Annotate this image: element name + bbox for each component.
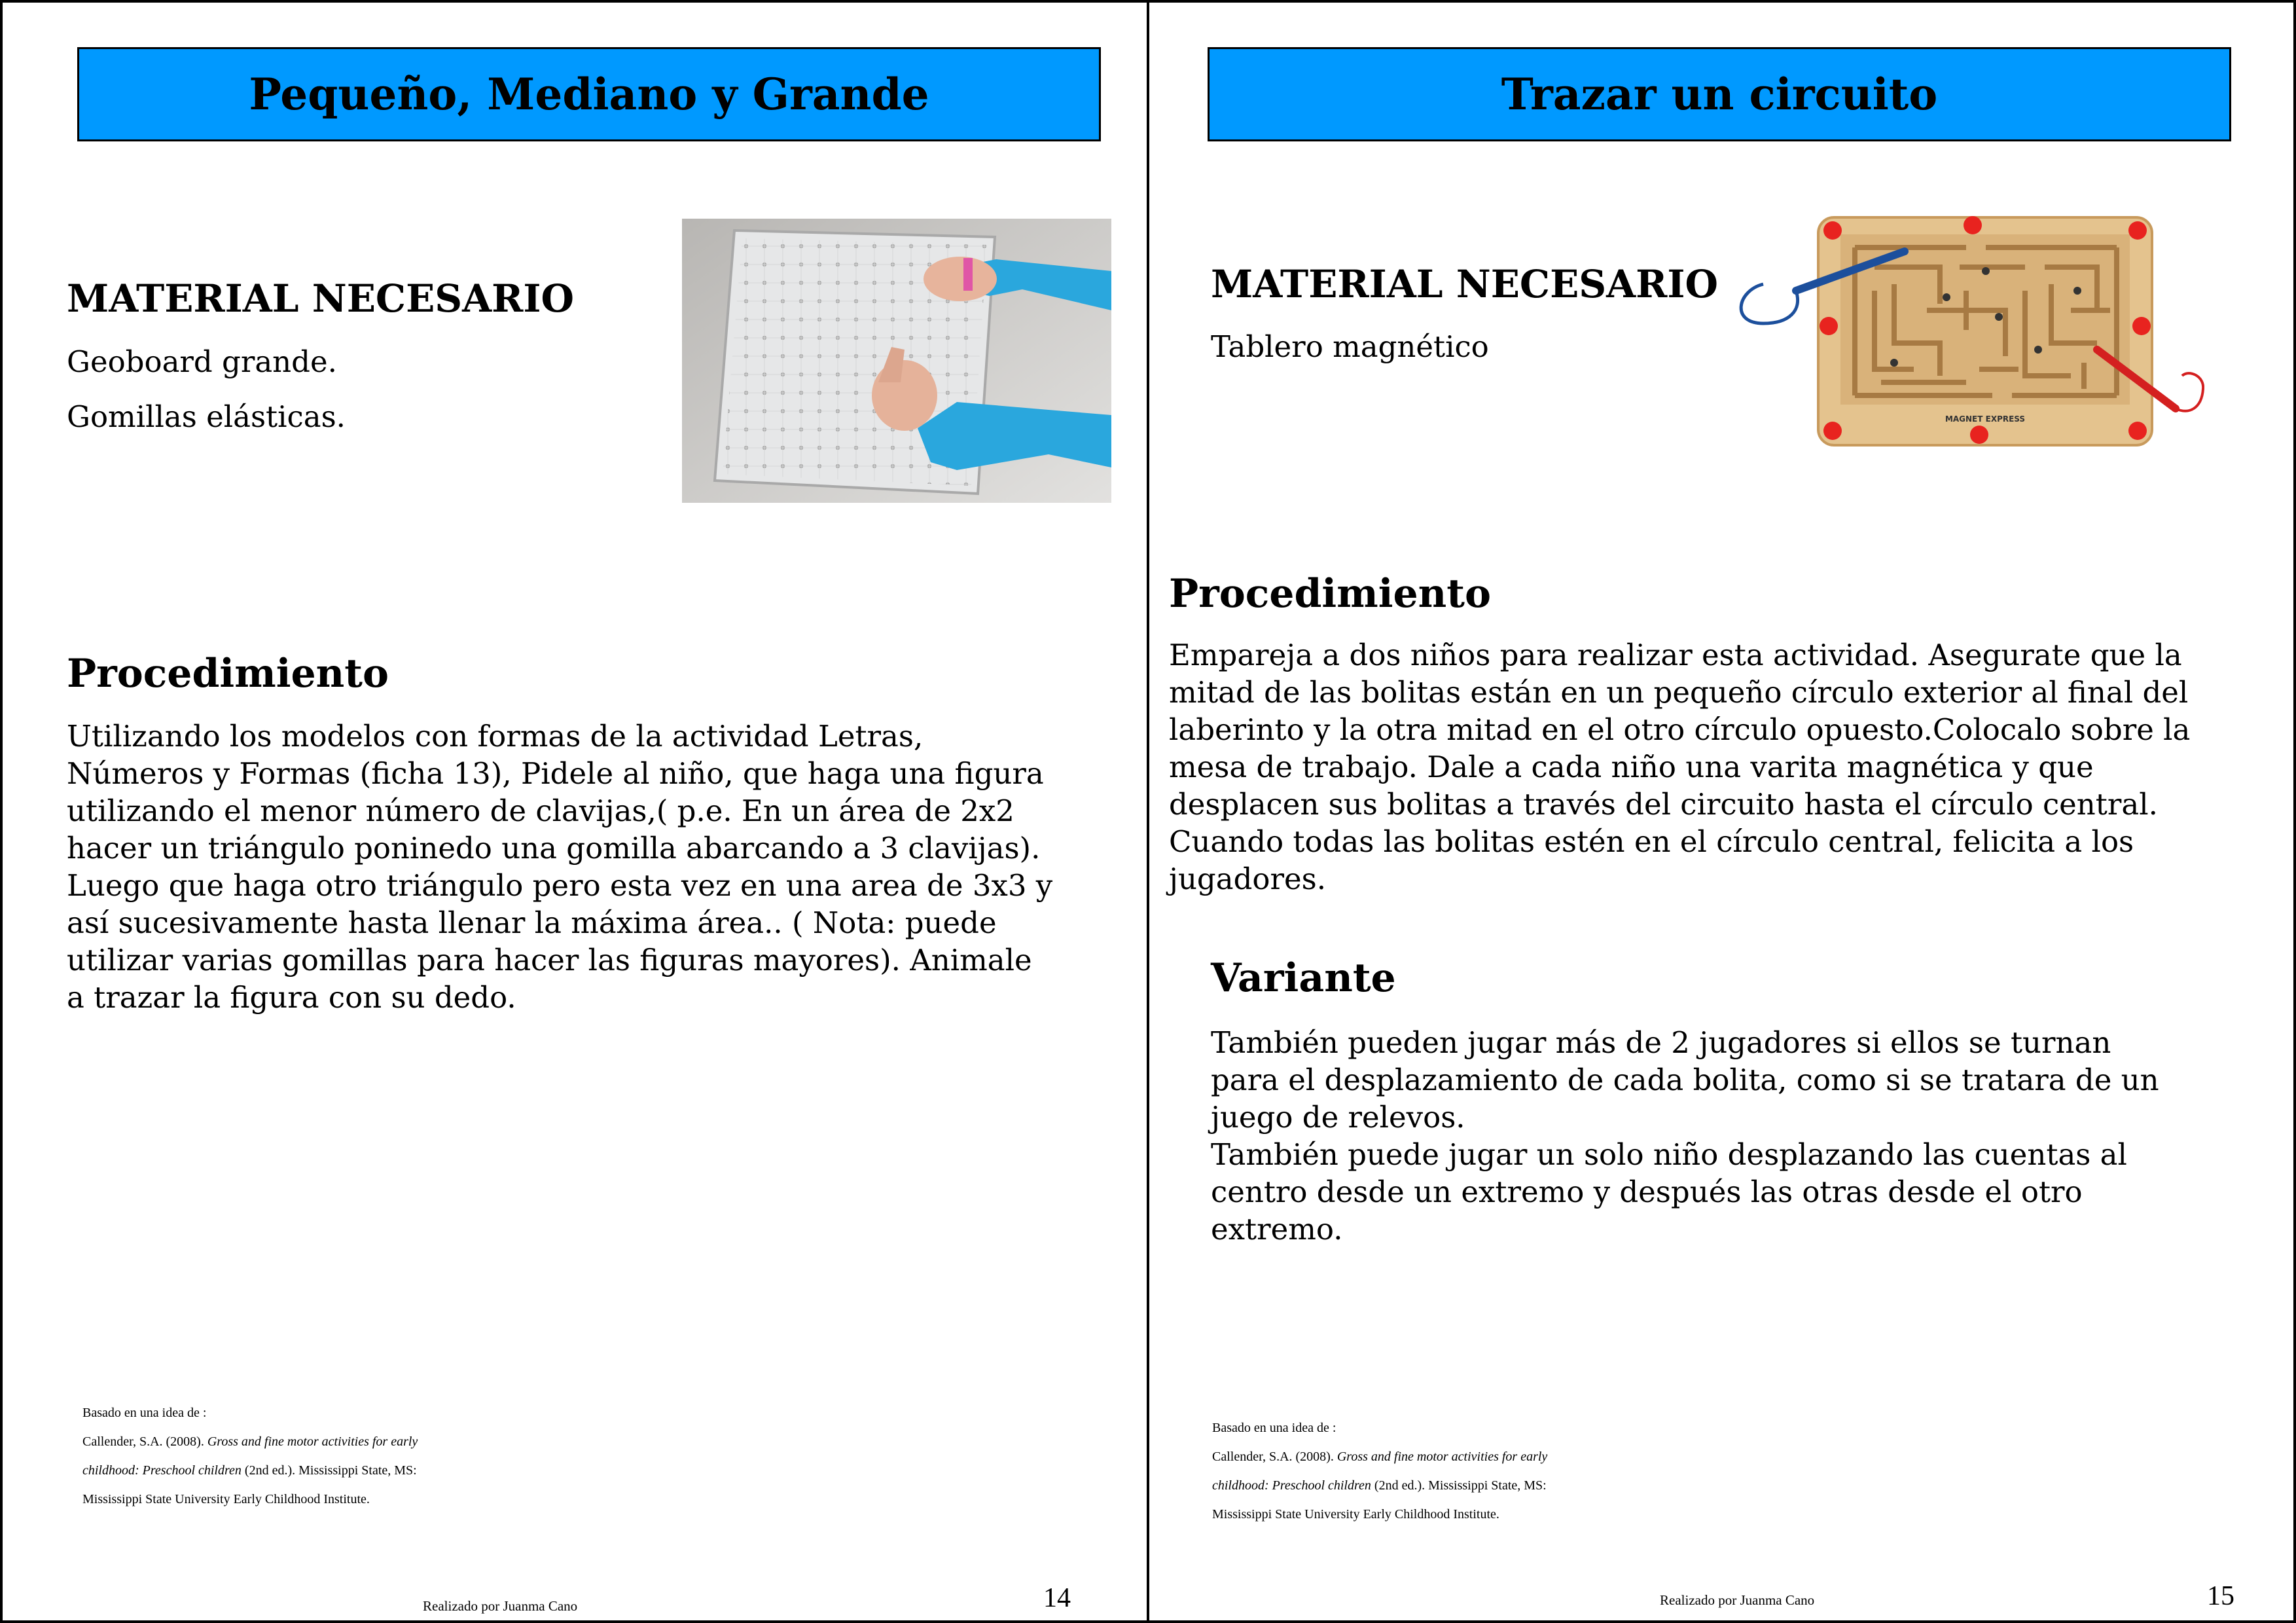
procedure-line: jugadores. (1169, 862, 1327, 896)
page-number: 15 (2207, 1581, 2234, 1611)
reference-line-1: Callender, S.A. (2008). Gross and fine motor activities for early (1212, 1450, 1548, 1464)
page-title: Pequeño, Mediano y Grande (249, 69, 929, 120)
variant-line: extremo. (1211, 1212, 1343, 1247)
material-item: Gomillas elásticas. (67, 399, 346, 434)
procedure-line: Utilizando los modelos con formas de la actividad Letras, (67, 719, 924, 754)
reference-line-2: childhood: Preschool children (2nd ed.). Mississippi State, MS: (1212, 1478, 1547, 1493)
variant-line: para el desplazamiento de cada bolita, como si se tratara de un (1211, 1063, 2159, 1097)
procedure-line: a trazar la figura con su dedo. (67, 980, 516, 1015)
procedure-text (1169, 636, 2282, 898)
reference-line-3: Mississippi State University Early Childhood Institute. (82, 1492, 370, 1506)
variant-text (1211, 1024, 2258, 1248)
procedure-line: mesa de trabajo. Dale a cada niño una varita magnética y que (1169, 750, 2094, 784)
reference-block (1212, 1413, 1547, 1529)
reference-line-1: Callender, S.A. (2008). Gross and fine motor activities for early (82, 1434, 418, 1449)
procedure-line: hacer un triángulo poninedo una gomilla abarcando a 3 clavijas). (67, 831, 1041, 866)
procedure-line: mitad de las bolitas están en un pequeño círculo exterior al final del (1169, 675, 2189, 710)
material-heading: MATERIAL NECESARIO (67, 276, 575, 321)
procedure-line: laberinto y la otra mitad en el otro círculo opuesto.Colocalo sobre la (1169, 712, 2191, 747)
footer-author: Realizado por Juanma Cano (1660, 1592, 1815, 1608)
maze-label: MAGNET EXPRESS (1945, 414, 2026, 424)
procedure-line: Números y Formas (ficha 13), Pidele al niño, que haga una figura (67, 756, 1044, 791)
variant-line: También puede jugar un solo niño desplazando las cuentas al (1211, 1137, 2127, 1172)
procedure-line: Cuando todas las bolitas estén en el círculo central, felicita a los (1169, 824, 2134, 859)
page-15 (1147, 0, 2296, 1623)
variant-heading: Variante (1211, 955, 1396, 1001)
procedure-line: desplacen sus bolitas a través del circuito hasta el círculo central. (1169, 787, 2158, 822)
procedure-line: así sucesivamente hasta llenar la máxima área.. ( Nota: puede (67, 905, 997, 940)
reference-line-2: childhood: Preschool children (2nd ed.). Mississippi State, MS: (82, 1463, 417, 1478)
magnetic-maze-photo-svg (1731, 212, 2204, 454)
reference-intro: Basado en una idea de : (1212, 1421, 1336, 1435)
procedure-line: utilizando el menor número de clavijas,( p.e. En un área de 2x2 (67, 793, 1014, 828)
reference-block (82, 1398, 418, 1514)
procedure-line: Empareja a dos niños para realizar esta actividad. Asegurate que la (1169, 638, 2182, 672)
variant-line: centro desde un extremo y después las otras desde el otro (1211, 1175, 2083, 1209)
material-item: Tablero magnético (1211, 329, 1489, 364)
page-title: Trazar un circuito (1501, 69, 1938, 120)
procedure-line: Luego que haga otro triángulo pero esta vez en una area de 3x3 y (67, 868, 1053, 903)
material-item: Geoboard grande. (67, 344, 337, 379)
procedure-text (67, 718, 1114, 1016)
page-title-banner (1208, 47, 2231, 141)
variant-line: También pueden jugar más de 2 jugadores si ellos se turnan (1211, 1025, 2111, 1060)
material-heading: MATERIAL NECESARIO (1211, 262, 1719, 306)
footer-author: Realizado por Juanma Cano (423, 1598, 578, 1614)
procedure-line: utilizar varias gomillas para hacer las figuras mayores). Animale (67, 943, 1032, 977)
magnetic-maze-photo (1731, 212, 2204, 454)
page-number: 14 (1043, 1583, 1071, 1613)
reference-intro: Basado en una idea de : (82, 1406, 207, 1420)
variant-line: juego de relevos. (1211, 1100, 1465, 1135)
reference-line-3: Mississippi State University Early Childhood Institute. (1212, 1507, 1499, 1522)
page-title-banner (77, 47, 1101, 141)
procedure-heading: Procedimiento (67, 651, 389, 697)
geoboard-photo (682, 219, 1111, 503)
procedure-heading: Procedimiento (1169, 571, 1492, 617)
geoboard-photo-svg (682, 219, 1111, 503)
